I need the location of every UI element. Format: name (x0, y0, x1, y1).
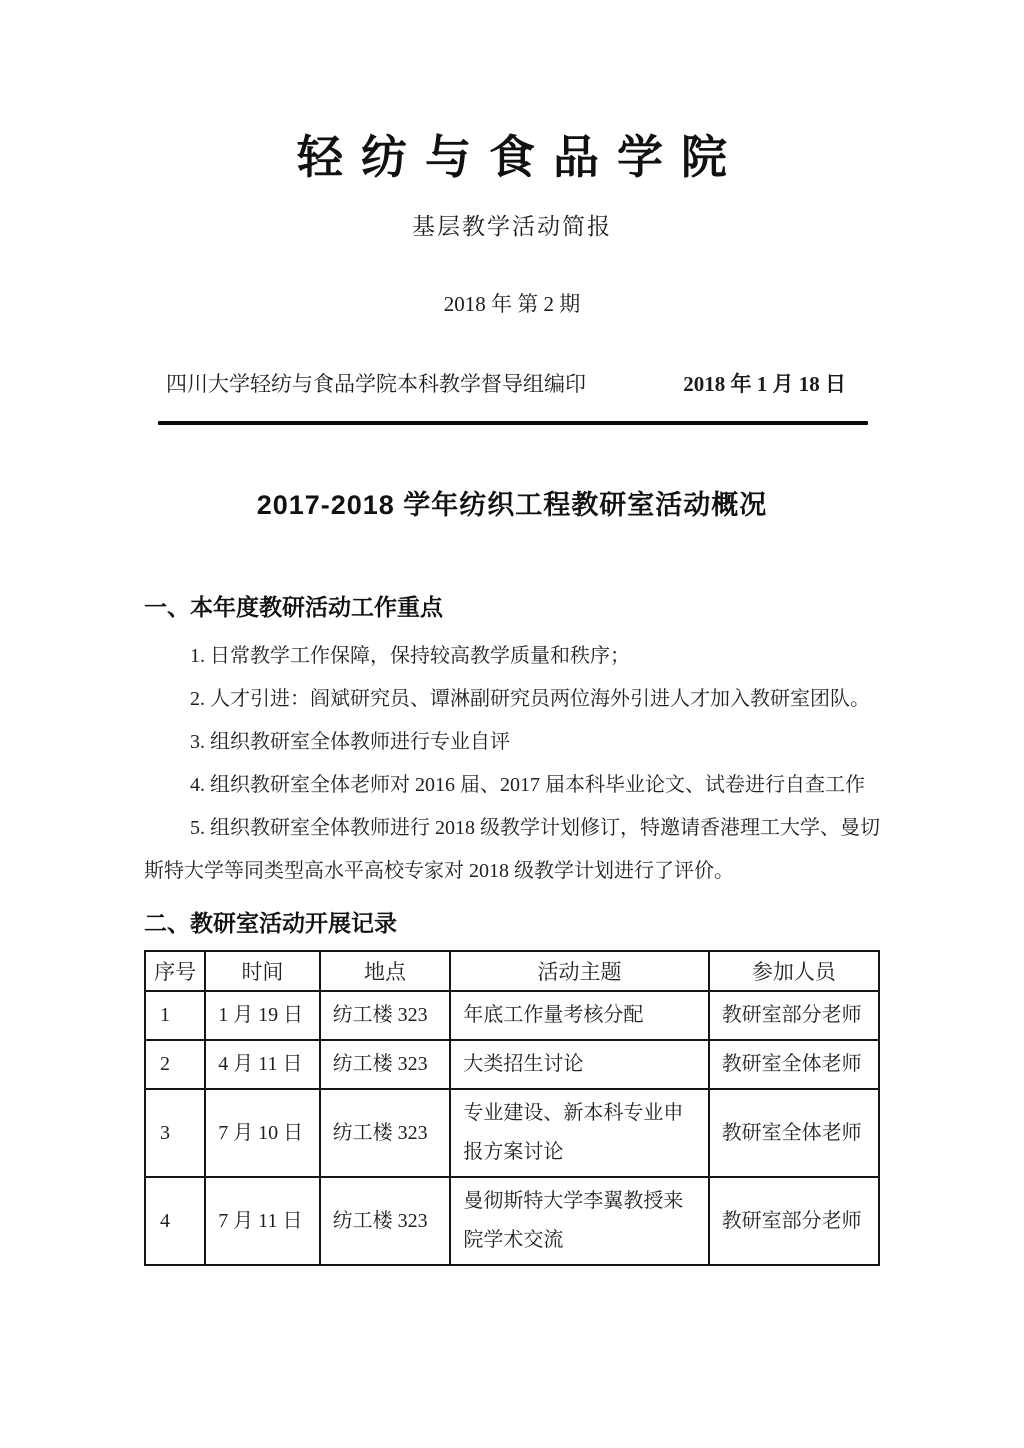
table-row (145, 1040, 879, 1089)
publish-date: 2018 年 1 月 18 日 (683, 372, 846, 396)
publisher-name: 四川大学轻纺与食品学院本科教学督导组编印 (166, 372, 586, 396)
cell-seq: 3 (145, 1089, 205, 1177)
cell-location: 纺工楼 323 (320, 991, 451, 1040)
section1-heading: 一、本年度教研活动工作重点 (144, 594, 443, 620)
section2-heading: 二、教研室活动开展记录 (144, 910, 397, 936)
cell-topic: 年底工作量考核分配 (450, 991, 708, 1040)
table-row (145, 1177, 879, 1265)
cell-seq: 2 (145, 1040, 205, 1089)
cell-time: 7 月 10 日 (205, 1089, 320, 1177)
work-item-3: 3. 组织教研室全体教师进行专业自评 (190, 731, 510, 753)
table-row (145, 991, 879, 1040)
issue-line: 2018 年 第 2 期 (443, 292, 581, 316)
bulletin-subtitle: 基层教学活动简报 (412, 214, 612, 239)
header-topic: 活动主题 (450, 951, 708, 991)
cell-seq: 1 (145, 991, 205, 1040)
cell-participants: 教研室部分老师 (709, 1177, 879, 1265)
cell-topic: 曼彻斯特大学李翼教授来院学术交流 (450, 1177, 708, 1265)
header-seq: 序号 (145, 951, 205, 991)
cell-seq: 4 (145, 1177, 205, 1265)
work-item-1: 1. 日常教学工作保障，保持较高教学质量和秩序； (190, 645, 630, 667)
masthead (144, 132, 880, 316)
cell-topic: 大类招生讨论 (450, 1040, 708, 1089)
cell-participants: 教研室部分老师 (709, 991, 879, 1040)
cell-topic: 专业建设、新本科专业申报方案讨论 (450, 1089, 708, 1177)
cell-time: 1 月 19 日 (205, 991, 320, 1040)
work-items-list (144, 635, 880, 893)
table-row (145, 1089, 879, 1177)
cell-time: 4 月 11 日 (205, 1040, 320, 1089)
divider-rule (158, 421, 868, 425)
cell-time: 7 月 11 日 (205, 1177, 320, 1265)
cell-location: 纺工楼 323 (320, 1089, 451, 1177)
cell-participants: 教研室全体老师 (709, 1089, 879, 1177)
cell-location: 纺工楼 323 (320, 1177, 451, 1265)
work-item-5: 5. 组织教研室全体教师进行 2018 级教学计划修订，特邀请香港理工大学、曼切斯特大学等同类型高水平高校专家对 2018 级教学计划进行了评价。 (144, 817, 880, 882)
header-location: 地点 (320, 951, 451, 991)
activity-table (144, 950, 880, 1266)
header-time: 时间 (205, 951, 320, 991)
publisher-line (144, 372, 880, 396)
header-participants: 参加人员 (709, 951, 879, 991)
work-item-4: 4. 组织教研室全体老师对 2016 届、2017 届本科毕业论文、试卷进行自查工作 (190, 774, 865, 796)
table-header-row (145, 951, 879, 991)
cell-location: 纺工楼 323 (320, 1040, 451, 1089)
report-title: 2017-2018 学年纺织工程教研室活动概况 (256, 490, 768, 520)
work-item-2: 2. 人才引进：阎斌研究员、谭淋副研究员两位海外引进人才加入教研室团队。 (190, 688, 870, 710)
college-title: 轻纺与食品学院 (297, 130, 745, 184)
cell-participants: 教研室全体老师 (709, 1040, 879, 1089)
